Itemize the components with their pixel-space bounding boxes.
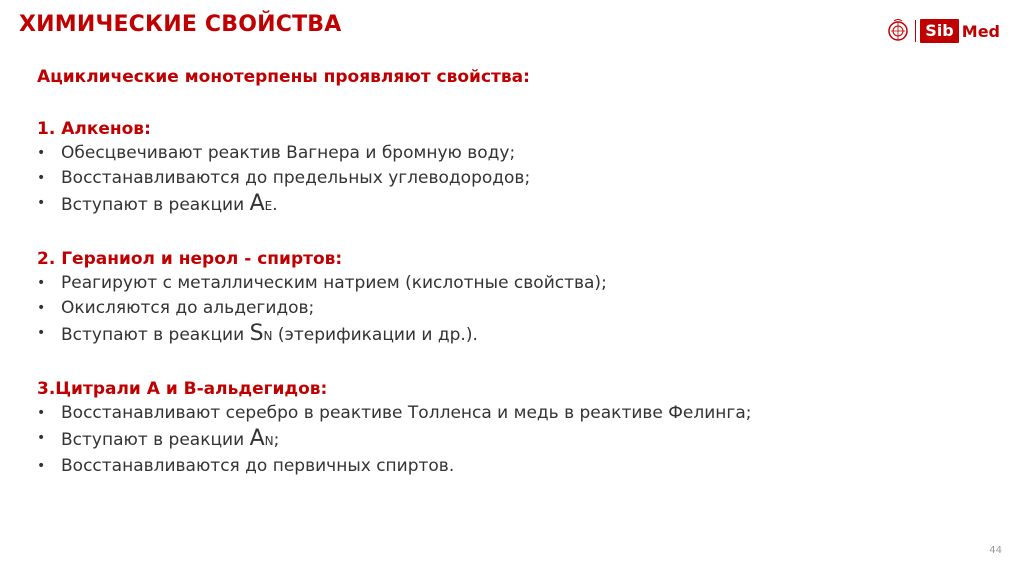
bullet-text: Обесцвечивают реактив Вагнера и бромную воду; [61, 143, 516, 163]
section-1 [37, 117, 997, 219]
sections-container [37, 117, 997, 479]
bullet-list [37, 401, 997, 479]
bullet-item [37, 321, 997, 349]
reaction-subscript: N [264, 434, 274, 448]
logo-sib-text: Sib [920, 19, 958, 43]
reaction-type-symbol: S [249, 321, 264, 346]
bullet-item [37, 141, 997, 166]
slide-content [37, 65, 997, 479]
bullet-text: Реагируют с металлическим натрием (кислотные свойства); [61, 273, 607, 293]
sibmed-logo [887, 16, 1000, 46]
bullet-text: Восстанавливаются до первичных спиртов. [61, 456, 455, 476]
reaction-type-symbol: A [249, 191, 265, 216]
bullet-item [37, 426, 997, 454]
bullet-text-suffix: . [272, 195, 278, 215]
section-2 [37, 247, 997, 349]
section-title: 2. Гераниол и нерол - спиртов: [37, 249, 343, 269]
slide-title: ХИМИЧЕСКИЕ СВОЙСТВА [19, 12, 342, 37]
bullet-text: Вступают в реакции [61, 195, 250, 215]
bullet-text: Вступают в реакции [61, 325, 250, 345]
bullet-text-suffix: (этерификации и др.). [272, 325, 478, 345]
bullet-item [37, 166, 997, 191]
bullet-item [37, 191, 997, 219]
bullet-list [37, 271, 997, 349]
bullet-text: Окисляются до альдегидов; [61, 298, 315, 318]
bullet-text: Восстанавливают серебро в реактиве Толленса и медь в реактиве Фелинга; [61, 403, 752, 423]
bullet-text: Восстанавливаются до предельных углеводородов; [61, 168, 531, 188]
bullet-item [37, 296, 997, 321]
bullet-text-suffix: ; [273, 430, 280, 450]
bullet-text: Вступают в реакции [61, 430, 250, 450]
logo-divider [915, 20, 916, 42]
bullet-item [37, 401, 997, 426]
section-title: 3.Цитрали А и В-альдегидов: [37, 379, 328, 399]
page-number: 44 [989, 545, 1002, 556]
reaction-subscript: E [264, 199, 273, 213]
section-title: 1. Алкенов: [37, 119, 151, 139]
bullet-item [37, 271, 997, 296]
intro-heading: Ациклические монотерпены проявляют свойства: [37, 67, 530, 87]
bullet-item [37, 454, 997, 479]
bullet-list [37, 141, 997, 219]
university-emblem-icon [887, 18, 909, 44]
reaction-type-symbol: A [249, 426, 265, 451]
logo-med-text: Med [961, 21, 1000, 41]
reaction-subscript: N [263, 329, 273, 343]
section-3 [37, 377, 997, 479]
